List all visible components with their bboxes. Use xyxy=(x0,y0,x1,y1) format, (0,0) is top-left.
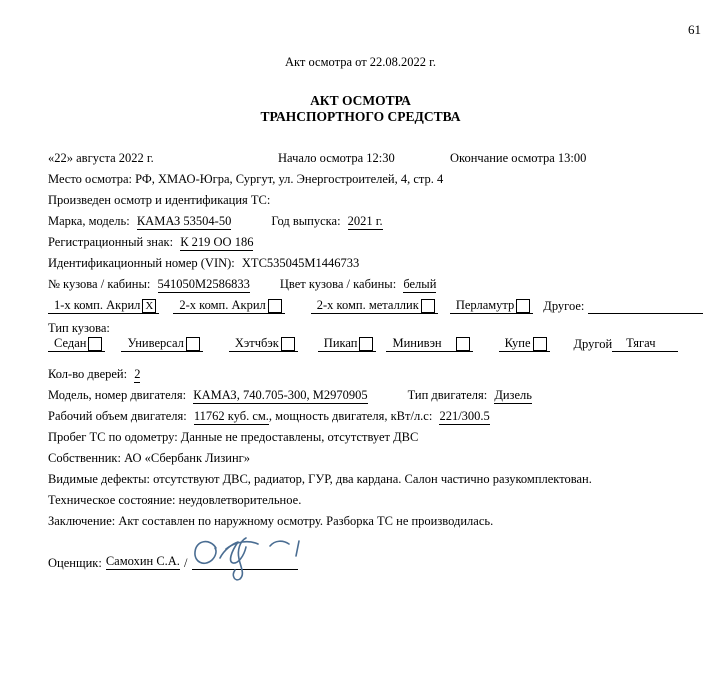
inspection-start-time: Начало осмотра 12:30 xyxy=(278,151,395,165)
inspection-meta-row xyxy=(48,152,703,165)
body-type-coupe xyxy=(499,337,550,352)
body-number-value: 541050M2586833 xyxy=(157,277,250,291)
engine-label: Модель, номер двигателя: xyxy=(48,388,187,402)
body-type-other-label: Другой xyxy=(573,337,613,351)
conclusion-row: Заключение: Акт составлен по наружному осмотру. Разборка ТС не производилась. xyxy=(48,514,494,528)
body-type-pickup-label: Пикап xyxy=(323,336,358,350)
body-type-wagon-label: Универсал xyxy=(127,336,184,350)
doc-title-line2: ТРАНСПОРТНОГО СРЕДСТВА xyxy=(260,109,461,124)
body-type-sedan xyxy=(48,337,105,352)
odometer-row: Пробег ТС по одометру: Данные не предоставлены, отсутствует ДВС xyxy=(48,430,419,444)
defects-row: Видимые дефекты: отсутствуют ДВС, радиатор, ГУР, два кардана. Салон частично разукомплектован. xyxy=(48,472,592,486)
body-type-minivan-checkbox[interactable] xyxy=(456,337,470,351)
paint-option-acryl1-checkbox[interactable] xyxy=(142,299,156,313)
inspection-place: Место осмотра: РФ, ХМАО-Югра, Сургут, ул. Энергостроителей, 4, стр. 4 xyxy=(48,172,444,186)
doc-title xyxy=(0,93,721,125)
inspection-date: «22» августа 2022 г. xyxy=(48,151,154,165)
paint-option-pearl xyxy=(450,299,533,314)
doors-row xyxy=(48,368,703,381)
doors-value: 2 xyxy=(134,367,141,381)
appraiser-label: Оценщик: xyxy=(48,556,102,570)
paint-option-acryl1 xyxy=(48,299,159,314)
body-type-hatchback xyxy=(229,337,298,352)
body-type-coupe-label: Купе xyxy=(504,336,531,350)
make-label: Марка, модель: xyxy=(48,214,130,228)
year-label: Год выпуска: xyxy=(271,214,341,228)
checkbox-mark: X xyxy=(145,299,154,312)
paint-option-acryl2-checkbox[interactable] xyxy=(268,299,282,313)
body-type-section-label: Тип кузова: xyxy=(48,321,110,335)
color-label: Цвет кузова / кабины: xyxy=(279,277,397,291)
make-value: КАМАЗ 53504-50 xyxy=(136,214,232,228)
make-model-row xyxy=(48,215,703,228)
color-value: белый xyxy=(403,277,437,291)
signature-slash: / xyxy=(183,556,188,570)
registration-row xyxy=(48,236,703,249)
volume-value: 11762 куб. см. xyxy=(193,409,269,423)
doc-body xyxy=(48,152,703,570)
paint-option-metallic-label: 2-х комп. металлик xyxy=(316,298,419,312)
paint-option-pearl-label: Перламутр xyxy=(455,298,515,312)
body-type-pickup-checkbox[interactable] xyxy=(359,337,373,351)
vin-label: Идентификационный номер (VIN): xyxy=(48,256,235,270)
paint-option-metallic xyxy=(311,299,438,314)
body-number-label: № кузова / кабины: xyxy=(48,277,151,291)
owner-row: Собственник: АО «Сбербанк Лизинг» xyxy=(48,451,251,465)
body-type-hatchback-checkbox[interactable] xyxy=(281,337,295,351)
body-type-wagon-checkbox[interactable] xyxy=(186,337,200,351)
appraiser-signature-row xyxy=(48,555,703,570)
engine-type-value: Дизель xyxy=(494,388,532,402)
signature-field xyxy=(192,557,298,570)
inspection-end-time: Окончание осмотра 13:00 xyxy=(450,151,587,165)
paint-other-blank-line[interactable] xyxy=(588,301,703,314)
paint-type-row xyxy=(48,299,703,314)
paint-option-acryl2-label: 2-х комп. Акрил xyxy=(179,298,266,312)
year-value: 2021 г. xyxy=(347,214,383,228)
vin-row xyxy=(48,257,703,270)
body-number-row xyxy=(48,278,703,291)
paint-option-metallic-checkbox[interactable] xyxy=(421,299,435,313)
body-type-minivan-label: Минивэн xyxy=(392,336,442,350)
body-type-hatchback-label: Хэтчбэк xyxy=(234,336,279,350)
body-type-minivan xyxy=(386,337,472,352)
body-type-sedan-checkbox[interactable] xyxy=(88,337,102,351)
volume-label: Рабочий объем двигателя: xyxy=(48,409,187,423)
doors-label: Кол-во дверей: xyxy=(48,367,128,381)
paint-option-acryl1-label: 1-х комп. Акрил xyxy=(54,298,141,312)
body-type-pickup xyxy=(318,337,377,352)
paint-other-label: Другое: xyxy=(543,299,585,313)
handwritten-signature-icon xyxy=(183,532,312,582)
appraiser-name: Самохин С.А. xyxy=(105,554,180,568)
inspection-produced: Произведен осмотр и идентификация ТС: xyxy=(48,193,271,207)
engine-row xyxy=(48,389,703,402)
body-type-other-value: Тягач xyxy=(612,337,677,352)
vin-value: XTC535045M1446733 xyxy=(241,256,360,270)
body-type-coupe-checkbox[interactable] xyxy=(533,337,547,351)
engine-value: КАМАЗ, 740.705-300, М2970905 xyxy=(193,388,368,402)
doc-title-line1: АКТ ОСМОТРА xyxy=(310,93,411,108)
body-type-row xyxy=(48,337,703,352)
paint-option-pearl-checkbox[interactable] xyxy=(516,299,530,313)
page-number: 61 xyxy=(688,22,701,37)
condition-row: Техническое состояние: неудовлетворительное. xyxy=(48,493,302,507)
power-label: , мощность двигателя, кВт/л.с: xyxy=(268,409,433,423)
body-type-wagon xyxy=(121,337,202,352)
body-type-sedan-label: Седан xyxy=(54,336,87,350)
doc-subtitle: Акт осмотра от 22.08.2022 г. xyxy=(284,55,437,69)
paint-option-acryl2 xyxy=(173,299,284,314)
reg-label: Регистрационный знак: xyxy=(48,235,174,249)
power-value: 221/300.5 xyxy=(439,409,490,423)
engine-type-label: Тип двигателя: xyxy=(407,388,488,402)
engine-volume-row xyxy=(48,410,703,423)
reg-value: К 219 ОО 186 xyxy=(180,235,254,249)
